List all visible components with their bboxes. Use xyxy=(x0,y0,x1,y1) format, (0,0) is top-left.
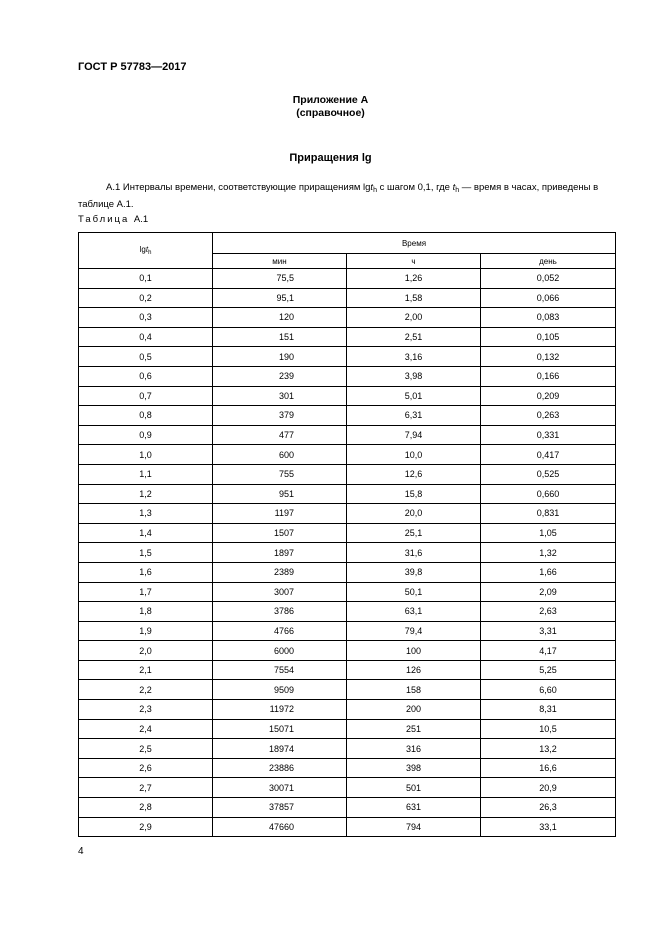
cell-min: 1197 xyxy=(213,504,347,524)
cell-lg: 0,5 xyxy=(79,347,213,367)
table-row xyxy=(79,582,616,602)
cell-hours: 200 xyxy=(347,700,481,720)
table-row xyxy=(79,758,616,778)
cell-min: 600 xyxy=(213,445,347,465)
variable-t: t xyxy=(370,182,374,193)
table-row xyxy=(79,464,616,484)
cell-lg: 2,6 xyxy=(79,758,213,778)
table-row xyxy=(79,347,616,367)
cell-hours: 25,1 xyxy=(347,523,481,543)
cell-hours: 6,31 xyxy=(347,406,481,426)
cell-lg: 1,4 xyxy=(79,523,213,543)
cell-lg: 1,7 xyxy=(79,582,213,602)
table-row xyxy=(79,288,616,308)
cell-min: 18974 xyxy=(213,739,347,759)
cell-days: 0,263 xyxy=(481,406,616,426)
cell-min: 755 xyxy=(213,464,347,484)
cell-days: 1,66 xyxy=(481,562,616,582)
table-row xyxy=(79,523,616,543)
table-row xyxy=(79,327,616,347)
cell-min: 6000 xyxy=(213,641,347,661)
table-row xyxy=(79,641,616,661)
cell-days: 20,9 xyxy=(481,778,616,798)
cell-lg: 2,1 xyxy=(79,660,213,680)
cell-min: 47660 xyxy=(213,817,347,837)
cell-lg: 0,6 xyxy=(79,366,213,386)
cell-hours: 50,1 xyxy=(347,582,481,602)
cell-min: 30071 xyxy=(213,778,347,798)
header-hours: ч xyxy=(347,254,481,269)
cell-hours: 3,16 xyxy=(347,347,481,367)
table-row xyxy=(79,680,616,700)
cell-days: 1,05 xyxy=(481,523,616,543)
cell-days: 2,09 xyxy=(481,582,616,602)
cell-lg: 1,0 xyxy=(79,445,213,465)
cell-hours: 2,00 xyxy=(347,308,481,328)
header-t: t xyxy=(145,245,149,254)
cell-hours: 251 xyxy=(347,719,481,739)
cell-min: 7554 xyxy=(213,660,347,680)
cell-lg: 1,8 xyxy=(79,602,213,622)
paragraph-part2: с шагом 0,1, где xyxy=(376,182,453,193)
cell-min: 1507 xyxy=(213,523,347,543)
cell-lg: 0,7 xyxy=(79,386,213,406)
cell-days: 1,32 xyxy=(481,543,616,563)
cell-hours: 100 xyxy=(347,641,481,661)
cell-min: 23886 xyxy=(213,758,347,778)
cell-min: 951 xyxy=(213,484,347,504)
cell-lg: 1,1 xyxy=(79,464,213,484)
cell-hours: 5,01 xyxy=(347,386,481,406)
table-row xyxy=(79,308,616,328)
cell-hours: 3,98 xyxy=(347,366,481,386)
cell-min: 239 xyxy=(213,366,347,386)
table-caption-number: А.1 xyxy=(133,214,149,225)
header-min: мин xyxy=(213,254,347,269)
cell-lg: 2,5 xyxy=(79,739,213,759)
cell-min: 151 xyxy=(213,327,347,347)
header-lg: lg xyxy=(139,245,146,254)
cell-hours: 12,6 xyxy=(347,464,481,484)
cell-days: 0,417 xyxy=(481,445,616,465)
paragraph-part3: — время в часах, приведены в таблице А.1. xyxy=(78,182,599,210)
cell-hours: 79,4 xyxy=(347,621,481,641)
cell-hours: 2,51 xyxy=(347,327,481,347)
cell-lg: 2,8 xyxy=(79,798,213,818)
cell-lg: 2,4 xyxy=(79,719,213,739)
paragraph-part1: А.1 Интервалы времени, соответствующие приращениям lg xyxy=(106,182,371,193)
cell-min: 379 xyxy=(213,406,347,426)
cell-days: 26,3 xyxy=(481,798,616,818)
page-number: 4 xyxy=(78,846,84,857)
header-days: день xyxy=(481,254,616,269)
table-row xyxy=(79,660,616,680)
cell-days: 8,31 xyxy=(481,700,616,720)
cell-days: 0,660 xyxy=(481,484,616,504)
cell-lg: 0,4 xyxy=(79,327,213,347)
cell-min: 3786 xyxy=(213,602,347,622)
cell-days: 6,60 xyxy=(481,680,616,700)
cell-days: 3,31 xyxy=(481,621,616,641)
cell-hours: 39,8 xyxy=(347,562,481,582)
table-row xyxy=(79,366,616,386)
cell-min: 3007 xyxy=(213,582,347,602)
table-row xyxy=(79,406,616,426)
cell-hours: 126 xyxy=(347,660,481,680)
cell-hours: 316 xyxy=(347,739,481,759)
cell-days: 0,831 xyxy=(481,504,616,524)
appendix-subtitle: (справочное) xyxy=(296,107,365,119)
cell-lg: 2,9 xyxy=(79,817,213,837)
variable-t-2: t xyxy=(452,182,456,193)
cell-lg: 1,6 xyxy=(79,562,213,582)
cell-min: 4766 xyxy=(213,621,347,641)
cell-hours: 398 xyxy=(347,758,481,778)
cell-lg: 0,1 xyxy=(79,269,213,289)
cell-days: 4,17 xyxy=(481,641,616,661)
cell-hours: 501 xyxy=(347,778,481,798)
cell-hours: 15,8 xyxy=(347,484,481,504)
cell-days: 0,105 xyxy=(481,327,616,347)
cell-hours: 1,26 xyxy=(347,269,481,289)
cell-min: 37857 xyxy=(213,798,347,818)
cell-lg: 0,2 xyxy=(79,288,213,308)
cell-hours: 10,0 xyxy=(347,445,481,465)
cell-min: 95,1 xyxy=(213,288,347,308)
cell-min: 190 xyxy=(213,347,347,367)
header-lg-th xyxy=(79,233,213,269)
section-title: Приращения lg xyxy=(289,152,372,164)
table-row xyxy=(79,386,616,406)
cell-hours: 20,0 xyxy=(347,504,481,524)
cell-min: 1897 xyxy=(213,543,347,563)
table-row xyxy=(79,700,616,720)
cell-days: 0,132 xyxy=(481,347,616,367)
cell-days: 0,066 xyxy=(481,288,616,308)
table-row xyxy=(79,778,616,798)
cell-days: 0,052 xyxy=(481,269,616,289)
table-row xyxy=(79,504,616,524)
table-caption-word: Таблица xyxy=(78,214,130,225)
table-row xyxy=(79,484,616,504)
cell-lg: 1,5 xyxy=(79,543,213,563)
cell-hours: 158 xyxy=(347,680,481,700)
cell-min: 120 xyxy=(213,308,347,328)
cell-min: 301 xyxy=(213,386,347,406)
cell-days: 16,6 xyxy=(481,758,616,778)
cell-min: 75,5 xyxy=(213,269,347,289)
cell-days: 0,209 xyxy=(481,386,616,406)
cell-days: 2,63 xyxy=(481,602,616,622)
cell-hours: 7,94 xyxy=(347,425,481,445)
cell-lg: 2,0 xyxy=(79,641,213,661)
appendix-title: Приложение А xyxy=(292,94,369,106)
cell-hours: 1,58 xyxy=(347,288,481,308)
table-row xyxy=(79,269,616,289)
table-row xyxy=(79,739,616,759)
cell-hours: 631 xyxy=(347,798,481,818)
cell-lg: 2,2 xyxy=(79,680,213,700)
document-header: ГОСТ Р 57783—2017 xyxy=(78,61,187,73)
cell-lg: 1,2 xyxy=(79,484,213,504)
cell-min: 15071 xyxy=(213,719,347,739)
cell-lg: 1,9 xyxy=(79,621,213,641)
cell-lg: 2,7 xyxy=(79,778,213,798)
cell-hours: 31,6 xyxy=(347,543,481,563)
cell-min: 9509 xyxy=(213,680,347,700)
table-row xyxy=(79,602,616,622)
cell-days: 5,25 xyxy=(481,660,616,680)
table-row xyxy=(79,445,616,465)
cell-days: 0,525 xyxy=(481,464,616,484)
cell-lg: 1,3 xyxy=(79,504,213,524)
table-row xyxy=(79,719,616,739)
cell-min: 477 xyxy=(213,425,347,445)
table-caption xyxy=(78,214,148,225)
table-row xyxy=(79,425,616,445)
cell-lg: 0,9 xyxy=(79,425,213,445)
cell-hours: 63,1 xyxy=(347,602,481,622)
subscript-h-2: h xyxy=(455,187,460,194)
cell-days: 13,2 xyxy=(481,739,616,759)
cell-days: 0,166 xyxy=(481,366,616,386)
cell-lg: 2,3 xyxy=(79,700,213,720)
intro-paragraph xyxy=(78,181,616,212)
cell-min: 2389 xyxy=(213,562,347,582)
cell-lg: 0,8 xyxy=(79,406,213,426)
table-row xyxy=(79,817,616,837)
cell-hours: 794 xyxy=(347,817,481,837)
cell-days: 0,331 xyxy=(481,425,616,445)
table-row xyxy=(79,562,616,582)
table-row xyxy=(79,621,616,641)
table-row xyxy=(79,798,616,818)
cell-days: 10,5 xyxy=(481,719,616,739)
subscript-h: h xyxy=(373,187,377,194)
cell-days: 33,1 xyxy=(481,817,616,837)
cell-days: 0,083 xyxy=(481,308,616,328)
header-time: Время xyxy=(213,233,616,254)
header-h: h xyxy=(148,250,152,256)
cell-lg: 0,3 xyxy=(79,308,213,328)
cell-min: 11972 xyxy=(213,700,347,720)
data-table xyxy=(78,232,616,837)
table-row xyxy=(79,543,616,563)
